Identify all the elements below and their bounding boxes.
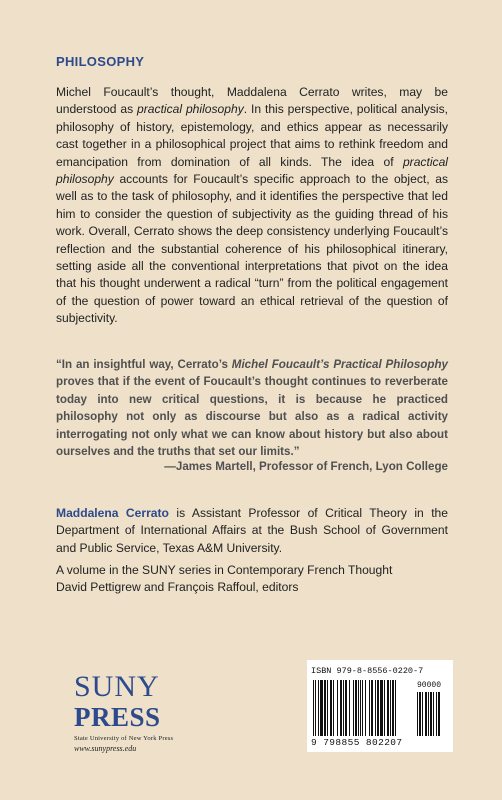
description-part-2: . In this perspective, political analysis, philosophy of history, epistemology, and ethics appear as necessarily cast together in a philosophical project that aims to rethink freedom and emancipation from domination of all kinds. The idea of [56,102,449,169]
publisher-url: www.sunypress.edu [74,744,137,753]
author-name: Maddalena Cerrato [56,506,169,520]
barcode-bars [313,680,413,736]
quote-part-a: “In an insightful way, Cerrato’s [56,358,232,371]
category-label: PHILOSOPHY [56,54,145,69]
description-emphasis-1: practical philosophy [137,102,244,117]
description-part-3: accounts for Foucault’s specific approach to the object, as well as to the task of philosophy, and it identifies the perspective that led him to consider the question of subjectivity as the guiding thread of his work. Overall, Cerrato shows the deep consistency underlying Foucault’s reflection and the substantial coherence of his philosophical itinerary, setting aside all the conventional interpretations that pivot on the idea that his thought underwent a radical “turn” from the political engagement of the question of power toward an ethical retrieval of the question of subjectivity. [56,172,448,326]
logo-suny: SUNY [74,670,160,703]
barcode-addon-text: 90000 [417,681,442,690]
series-editors: David Pettigrew and François Raffoul, editors [56,580,299,595]
description-part-1: Michel Foucault’s thought, Maddalena Cerrato writes, may be understood as [56,85,448,117]
author-bio-text: is Assistant Professor of Critical Theory in the Department of International Affairs at the Bush School of Government and Public Service, Texas A&M University. [56,506,449,555]
quote-part-b: proves that if the event of Foucault’s thought continues to reverberate today into new critical questions, it is because he practiced philosophy not only as discourse but also as a radical activity interrogating not only what we can know about history but also about ourselves and the truths that set our limits.” [56,375,448,459]
publisher-subtitle: State University of New York Press [74,735,174,742]
isbn-text: ISBN 979-8-8556-0220-7 [311,666,424,676]
suny-press-logo [74,672,173,753]
book-description [56,84,448,328]
barcode-number: 9 798855 802207 [311,737,403,748]
isbn-barcode [307,660,453,752]
logo-press: PRESS [74,702,161,732]
endorsement-quote [56,356,448,460]
quote-book-title: Michel Foucault’s Practical Philosophy [231,358,448,371]
series-title: A volume in the SUNY series in Contemporary French Thought [56,563,393,577]
barcode-addon-bars [417,692,449,736]
quote-attribution: —James Martell, Professor of French, Lyon College [164,460,448,473]
description-emphasis-2: practical philosophy [56,154,448,187]
series-info [56,562,448,597]
author-bio [56,505,448,557]
